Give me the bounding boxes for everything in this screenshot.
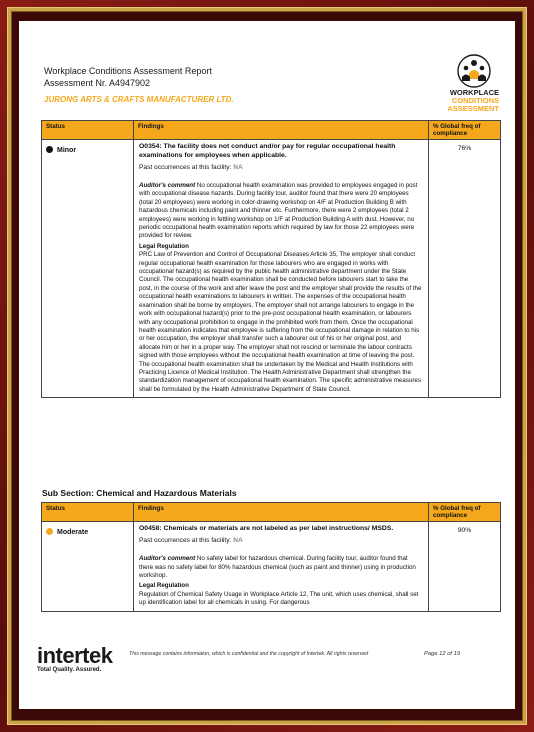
legal-regulation-text: PRC Law of Prevention and Control of Occupational Diseases Article 35, The employer shall conduct regular occupational health examination for those labourers who are engaged in works with occupational hazard(s) as required by the public health administrative department under the State Council. The occupational health examination shall be conducted before labourers start to take the post, in the course of the work and after leave the post and the employer shall provide the results of the occupational health examinations to labourers in written. The expenses of the occupational health examination shall be borne by employers. The employer shall not arrange labourers to engage in the work with occupational hazard(s) prior to the pre-post occupational health examination, or labourers with any occupational prohibition to engage in the prohibited work from them. Once the occupational health examination indicates that employee is suffering from the occupational damage in relation to his or her occupation, the employer shall transfer such a labourer out of his or her original post, and allocate him or her in a proper way. The employer shall not rescind or terminate the labour contracts signed with those employees without the occupational health examination at time of leaving the post. The occupational health examination shall be undertaken by the Medical and Health Institutions with Practicing Licence of Medical Institution. The Health Administrative Department shall strengthen the standardization management of occupational health examination. The specific administrative measures shall be formulated by the Health Administrative Department of State Council.	[139, 251, 422, 393]
status-dot-icon	[46, 146, 53, 153]
table-row	[42, 140, 501, 398]
freq-cell: 76%	[429, 140, 501, 398]
past-occurrences: Past occurrences at this facility: NA	[139, 536, 243, 544]
findings-table-2	[41, 502, 501, 612]
findings-table-1	[41, 120, 501, 398]
finding-title: O0458: Chemicals or materials are not labeled as per label instructions/ MSDS.	[139, 525, 394, 532]
header-freq: % Global freq of compliance	[429, 121, 501, 140]
auditor-comment	[139, 555, 423, 580]
legal-regulation-label: Legal Regulation	[139, 582, 189, 590]
sub-section-title: Sub Section: Chemical and Hazardous Materials	[42, 488, 237, 498]
brand-tagline: Total Quality. Assured.	[37, 667, 102, 673]
finding-title: O0354: The facility does not conduct and/or pay for regular occupational health examinations for employees when applicable.	[139, 143, 396, 159]
auditor-comment-label: Auditor's comment	[139, 555, 196, 563]
report-header	[44, 65, 234, 104]
findings-cell	[134, 522, 429, 612]
logo-line-2: CONDITIONS	[451, 96, 499, 105]
status-label: Moderate	[57, 529, 89, 536]
auditor-comment-text: No safety label for hazardous chemical. During facility tour, auditor found that there was no safety label for 80% hazardous chemical (such as paint and thinner) using in production workshop.	[139, 555, 416, 580]
workplace-conditions-logo	[439, 53, 499, 113]
table-header-row	[42, 121, 501, 140]
workers-icon	[451, 53, 497, 89]
intertek-logo	[37, 643, 112, 673]
header-status: Status	[42, 121, 134, 140]
brand-name: intertek	[37, 643, 113, 668]
auditor-comment-label: Auditor's comment	[139, 182, 196, 189]
status-cell	[42, 522, 134, 612]
past-occurrences: Past occurrences at this facility: NA	[139, 163, 243, 171]
table-header-row	[42, 503, 501, 522]
findings-cell	[134, 140, 429, 398]
report-page	[19, 21, 515, 709]
page-number: Page 12 of 19	[424, 651, 461, 657]
header-findings: Findings	[134, 503, 429, 522]
header-status: Status	[42, 503, 134, 522]
auditor-comment-text: No occupational health examination was provided to employees engaged in post with occupational disease hazards. During facility tour, auditor found that there were 20 employees (total 20 employees) were working in color-drawing workshop on 4/F at Production Building B with hazardous chemicals including paint and thinner etc. Furthermore, there were 2 employees (total 2 employees) were working in fettling workshop on 1/F at Production Building A with dust. However, no periodic occupational health examination reports which required by law for those 22 employees were provided for review.	[139, 182, 418, 240]
assessment-number: Assessment Nr. A4947902	[44, 78, 151, 88]
logo-line-1: WORKPLACE	[449, 88, 499, 97]
company-name: JURONG ARTS & CRAFTS MANUFACTURER LTD.	[44, 95, 234, 104]
header-findings: Findings	[134, 121, 429, 140]
past-value: NA	[233, 163, 243, 171]
status-cell	[42, 140, 134, 398]
status-label: Minor	[57, 147, 77, 154]
header-freq: % Global freq of compliance	[429, 503, 501, 522]
auditor-comment	[139, 182, 423, 241]
confidential-note: This message contains information, which is confidential and the copyright of Intertek. All rights reserved	[129, 651, 369, 657]
freq-cell: 90%	[429, 522, 501, 612]
table-row	[42, 522, 501, 612]
legal-regulation-label: Legal Regulation	[139, 242, 189, 250]
past-value: NA	[233, 536, 243, 544]
logo-line-3: ASSESSMENT	[447, 104, 499, 113]
status-dot-icon	[46, 528, 53, 535]
legal-regulation-text: Regulation of Chemical Safety Usage in Workplace Article 12, The unit, which uses chemical, shall set up identification label for all chemicals in using. For dangerous	[139, 590, 419, 607]
report-title: Workplace Conditions Assessment Report	[44, 66, 212, 76]
